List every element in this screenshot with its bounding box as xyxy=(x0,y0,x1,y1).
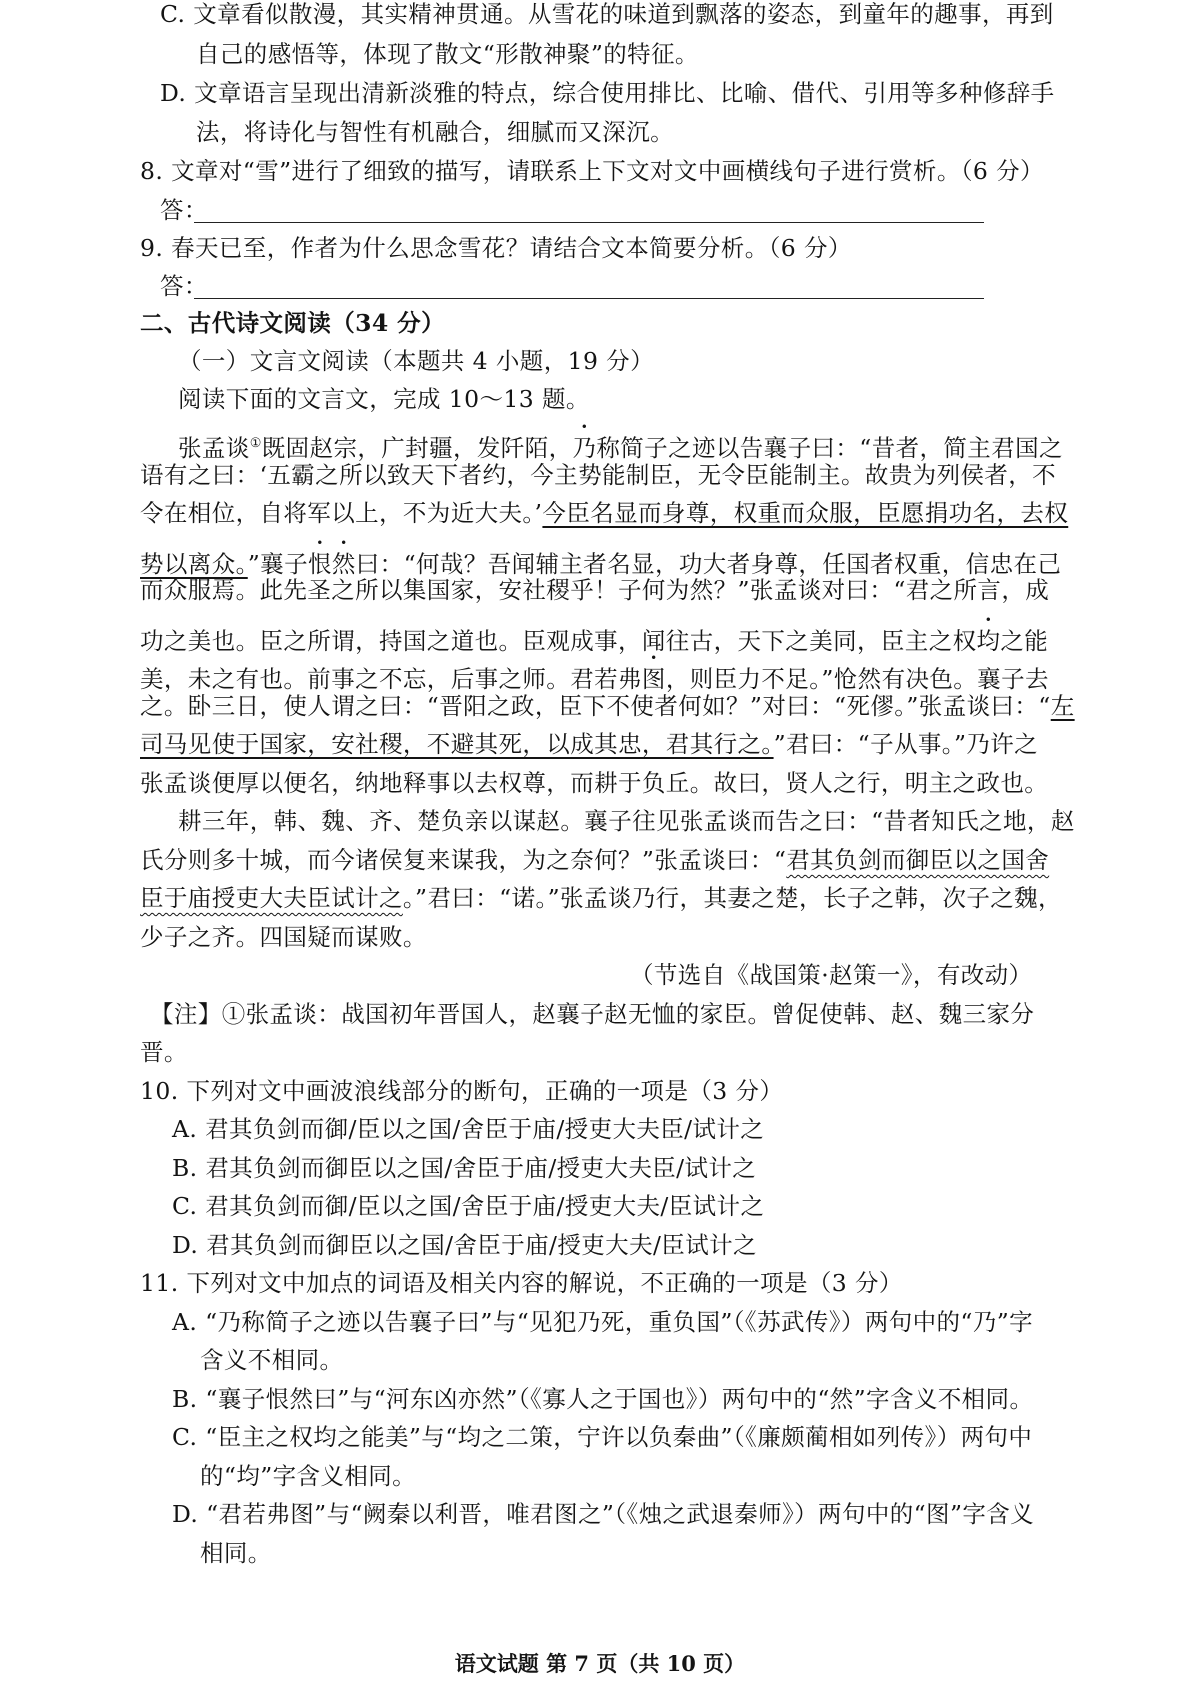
q10-option-a[interactable]: A. 君其负剑而御/臣以之国/舍臣于庙/授吏大夫臣/试计之 xyxy=(172,1115,765,1143)
passage-line: 语有之曰：‘五霸之所以致天下者约，今主势能制臣，无令臣能制主。故贵为列侯者，不 xyxy=(140,461,1057,489)
question-8: 8. 文章对“雪”进行了细致的描写，请联系上下文对文中画横线句子进行赏析。（6 分） xyxy=(140,157,1044,185)
passage-line: 臣于庙授吏大夫臣试计之。”君曰：“诺。”张孟谈乃行，其妻之楚，长子之韩，次子之魏， xyxy=(140,884,1062,912)
underlined-sentence: 司马见使于国家，安社稷，不避其死，以成其忠，君其行之。 xyxy=(140,730,774,758)
q11-option-a[interactable]: A. “乃称简子之迹以告襄子曰”与“见犯乃死，重负国”（《苏武传》）两句中的“乃”字 xyxy=(172,1308,1034,1336)
passage-line: 之。卧三日，使人谓之曰：“晋阳之政，臣下不使者何如？”对曰：“死僇。”张孟谈曰：“左 xyxy=(140,692,1075,720)
q8-answer-label: 答： xyxy=(160,196,208,224)
dotted-word: 乃 xyxy=(572,434,597,462)
wavy-underlined-sentence: 君其负剑而御臣以之国舍 xyxy=(786,846,1050,874)
passage-footnote-line2: 晋。 xyxy=(140,1038,188,1066)
q11-option-a-line2: 含义不相同。 xyxy=(200,1346,344,1374)
q10-option-d[interactable]: D. 君其负剑而御臣以之国/舍臣于庙/授吏大夫/臣试计之 xyxy=(172,1231,757,1259)
dotted-word: 恨然 xyxy=(307,550,356,578)
reading-instruction: 阅读下面的文言文，完成 10～13 题。 xyxy=(178,385,590,413)
passage-line: 而众服焉。此先圣之所以集国家，安社稷乎！子何为然？”张孟谈对曰：“君之所言，成 xyxy=(140,576,1050,604)
q11-option-d-line2: 相同。 xyxy=(200,1539,272,1567)
q7-option-c-line2: 自己的感悟等，体现了散文“形散神聚”的特征。 xyxy=(196,40,699,68)
dotted-word: 图 xyxy=(641,665,666,693)
underlined-sentence: 左 xyxy=(1050,692,1075,720)
section-2-title: 二、古代诗文阅读（34 分） xyxy=(140,309,445,337)
question-9: 9. 春天已至，作者为什么思念雪花？请结合文本简要分析。（6 分） xyxy=(140,234,852,262)
passage-line: 张孟谈便厚以便名，纳地释事以去权尊，而耕于负丘。故曰，贤人之行，明主之政也。 xyxy=(140,769,1049,797)
passage-line: 少子之齐。四国疑而谋败。 xyxy=(140,923,427,951)
question-10: 10. 下列对文中画波浪线部分的断句，正确的一项是（3 分） xyxy=(140,1077,784,1105)
q11-option-c[interactable]: C. “臣主之权均之能美”与“均之二策，宁许以负秦曲”（《廉颇蔺相如列传》）两句中 xyxy=(172,1423,1033,1451)
footnote-marker: ① xyxy=(249,436,262,452)
passage-line: 司马见使于国家，安社稷，不避其死，以成其忠，君其行之。”君曰：“子从事。”乃许之 xyxy=(140,730,1039,758)
passage-footnote: 【注】①张孟谈：战国初年晋国人，赵襄子赵无恤的家臣。曾促使韩、赵、魏三家分 xyxy=(150,1000,1035,1028)
q11-option-d[interactable]: D. “君若弗图”与“阙秦以利晋，唯君图之”（《烛之武退秦师》）两句中的“图”字含义 xyxy=(172,1500,1035,1528)
q11-option-b[interactable]: B. “襄子恨然曰”与“河东凶亦然”（《寡人之于国也》）两句中的“然”字含义不相同。 xyxy=(172,1385,1034,1413)
q7-option-c-line1: C. 文章看似散漫，其实精神贯通。从雪花的味道到飘落的姿态，到童年的趣事，再到 xyxy=(160,0,1054,28)
passage-line: 张孟谈①既固赵宗，广封疆，发阡陌，乃称简子之迹以告襄子曰：“昔者，简主君国之 xyxy=(178,434,1063,462)
q11-option-c-line2: 的“均”字含义相同。 xyxy=(200,1462,417,1490)
q8-answer-line[interactable] xyxy=(194,222,984,223)
underlined-sentence: 势以离众。 xyxy=(140,550,248,578)
section-2-subtitle: （一）文言文阅读（本题共 4 小题，19 分） xyxy=(178,347,654,375)
passage-line: 功之美也。臣之所谓，持国之道也。臣观成事，闻往古，天下之美同，臣主之权均之能 xyxy=(140,627,1049,655)
q9-answer-label: 答： xyxy=(160,272,208,300)
q10-option-b[interactable]: B. 君其负剑而御臣以之国/舍臣于庙/授吏大夫臣/试计之 xyxy=(172,1154,757,1182)
q7-option-d-line1: D. 文章语言呈现出清新淡雅的特点，综合使用排比、比喻、借代、引用等多种修辞手 xyxy=(160,79,1055,107)
passage-line: 令在相位，自将军以上，不为近大夫。’今臣名显而身尊，权重而众服，臣愿捐功名，去权 xyxy=(140,499,1069,527)
wavy-underlined-sentence: 臣于庙授吏大夫臣试计之 xyxy=(140,884,403,912)
q10-option-c[interactable]: C. 君其负剑而御/臣以之国/舍臣于庙/授吏大夫/臣试计之 xyxy=(172,1192,765,1220)
q9-answer-line[interactable] xyxy=(194,298,984,299)
page-footer: 语文试题 第 7 页（共 10 页） xyxy=(454,1651,746,1676)
underlined-sentence: 今臣名显而身尊，权重而众服，臣愿捐功名，去权 xyxy=(542,499,1069,527)
passage-source: （节选自《战国策·赵策一》，有改动） xyxy=(630,961,1033,989)
passage-line: 美，未之有也。前事之不忘，后事之师。君若弗图，则臣力不足。”怆然有决色。襄子去 xyxy=(140,665,1049,693)
question-11: 11. 下列对文中加点的词语及相关内容的解说，不正确的一项是（3 分） xyxy=(140,1269,903,1297)
dotted-word: 均 xyxy=(976,627,1001,655)
passage-line: 耕三年，韩、魏、齐、楚负亲以谋赵。襄子往见张孟谈而告之曰：“昔者知氏之地，赵 xyxy=(178,807,1075,835)
q7-option-d-line2: 法，将诗化与智性有机融合，细腻而又深沉。 xyxy=(196,118,674,146)
passage-line: 氏分则多十城，而今诸侯复来谋我，为之奈何？”张孟谈曰：“君其负剑而御臣以之国舍 xyxy=(140,846,1050,874)
passage-line: 势以离众。”襄子恨然曰：“何哉？吾闻辅主者名显，功大者身尊，任国者权重，信忠在己 xyxy=(140,550,1062,578)
